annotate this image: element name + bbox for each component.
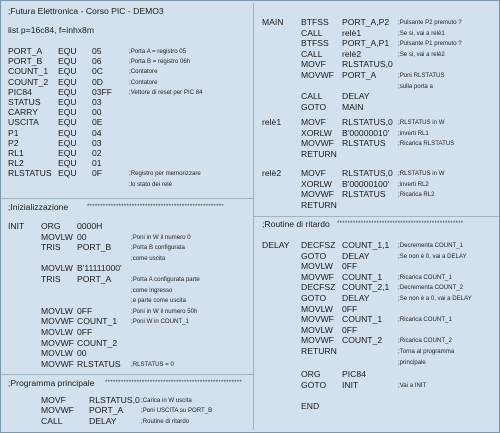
code-label: P1 — [8, 127, 19, 138]
code-label: MAIN — [262, 17, 284, 27]
code-arg: 03FF — [92, 86, 113, 97]
code-arg: 0FF — [77, 305, 93, 316]
code-comment: ;Poni in W il numero 50h — [131, 307, 198, 315]
code-arg: 04 — [92, 127, 102, 138]
list-directive: list p=16c84, f=inhx8m — [8, 25, 94, 35]
code-arg: COUNT_1 — [342, 314, 383, 325]
code-op: CALL — [301, 91, 323, 102]
code-arg: PORT_A — [342, 70, 377, 80]
left-column — [1, 1, 253, 432]
code-op: EQU — [58, 127, 77, 138]
code-arg: 05 — [92, 46, 102, 56]
code-comment: ;Contatore — [129, 78, 158, 86]
code-arg: 0D — [92, 76, 103, 87]
code-arg: RLSTATUS — [342, 189, 386, 200]
code-label: relè2 — [262, 168, 282, 178]
code-op: XORLW — [301, 178, 332, 189]
code-arg: 03 — [92, 137, 102, 148]
code-op: MOVWF — [301, 189, 334, 200]
code-comment: ;RLSTATUS in W — [398, 119, 445, 126]
code-op: MOVF — [41, 395, 66, 405]
code-op: CALL — [41, 415, 63, 426]
code-arg: COUNT_1 — [342, 271, 383, 282]
code-op: MOVLW — [41, 348, 73, 359]
code-op: EQU — [58, 168, 77, 179]
code-arg: PORT_A,P2 — [342, 17, 390, 27]
code-arg: B'11111000' — [77, 263, 122, 274]
code-arg: PORT_B — [77, 242, 112, 253]
code-op: DECFSZ — [301, 282, 336, 293]
code-label: RLSTATUS — [8, 168, 52, 179]
code-op: RETURN — [301, 199, 337, 210]
code-arg: 00 — [77, 348, 87, 359]
code-arg: INIT — [342, 379, 359, 390]
code-op: MOVWF — [41, 316, 74, 327]
code-arg: 01 — [92, 158, 102, 169]
code-comment: ;come ingresso — [131, 286, 173, 294]
code-comment: ;Poni RLSTATUS — [398, 72, 445, 79]
code-arg: 00 — [77, 231, 87, 242]
section-header-init: ;Inizializzazione — [8, 202, 69, 212]
code-op: MOVF — [301, 117, 326, 127]
code-label: INIT — [8, 221, 25, 231]
code-comment: ;Se si, vai a relè1 — [398, 29, 445, 37]
code-op: BTFSS — [301, 38, 329, 49]
code-comment: ;Ricarica RL2 — [398, 191, 435, 199]
code-arg: DELAY — [89, 415, 117, 426]
code-op: MOVWF — [41, 405, 74, 416]
code-label: relè1 — [262, 117, 282, 127]
code-op: EQU — [58, 97, 77, 107]
code-arg: PIC84 — [342, 369, 366, 379]
code-comment: ;Poni W in COUNT_1 — [131, 318, 189, 326]
code-op: MOVWF — [301, 138, 334, 149]
code-op: EQU — [58, 137, 77, 148]
code-comment: ;Decrementa COUNT_2 — [398, 284, 464, 292]
code-label: USCITA — [8, 117, 39, 128]
code-op: MOVLW — [41, 305, 73, 316]
code-arg: 02 — [92, 148, 102, 158]
section-header-prog: ;Programma principale — [8, 378, 95, 388]
code-op: ORG — [41, 221, 61, 231]
code-op: EQU — [58, 117, 77, 128]
code-arg: B'00000100' — [342, 178, 390, 189]
code-comment: ;RLSTATUS = 0 — [131, 360, 174, 368]
code-arg: 0000H — [77, 221, 103, 231]
code-arg: 00 — [92, 107, 102, 118]
right-column — [253, 1, 499, 432]
code-comment: ;Routine di ritardo — [141, 417, 190, 425]
code-arg: DELAY — [342, 91, 370, 102]
code-op: XORLW — [301, 127, 332, 138]
code-label: COUNT_1 — [8, 66, 49, 77]
code-arg: relè1 — [342, 27, 362, 38]
code-comment: ;e parte come uscita — [131, 297, 186, 305]
code-arg: DELAY — [342, 250, 370, 261]
code-arg: 06 — [92, 56, 102, 67]
code-op: BTFSS — [301, 17, 329, 27]
code-label: DELAY — [262, 240, 290, 250]
section-header-delay: ;Routine di ritardo — [262, 219, 330, 229]
code-arg: RLSTATUS,0 — [89, 395, 140, 405]
code-op: EQU — [58, 107, 77, 118]
code-comment: ;come uscita — [131, 254, 166, 262]
code-arg: RLSTATUS,0 — [342, 59, 393, 70]
code-op: END — [301, 401, 320, 412]
code-comment: ;Registro per memorizzare — [129, 170, 201, 178]
code-op: MOVLW — [301, 324, 333, 335]
code-op: EQU — [58, 66, 77, 77]
code-arg: 0FF — [77, 327, 93, 337]
code-arg: RLSTATUS — [77, 358, 121, 369]
code-comment: ;Ricarica RLSTATUS — [398, 140, 455, 148]
code-op: GOTO — [301, 250, 327, 261]
code-op: MOVWF — [301, 271, 334, 282]
code-comment: ;lo stato dei relè — [129, 180, 173, 188]
code-arg: COUNT_1 — [77, 316, 118, 327]
code-arg: MAIN — [342, 101, 364, 112]
code-op: GOTO — [301, 379, 327, 390]
document-title: ;Futura Elettronica - Corso PIC - DEMO3 — [8, 6, 164, 16]
code-comment: ;RLSTATUS in W — [398, 170, 445, 177]
section-rule-prog: **************************************************** — [105, 380, 243, 386]
code-op: MOVF — [301, 59, 326, 70]
code-op: MOVWF — [301, 335, 334, 346]
code-arg: 03 — [92, 97, 102, 107]
code-comment: ;Ricarica COUNT_2 — [398, 337, 452, 345]
code-arg: DELAY — [342, 293, 370, 303]
code-comment: ;Ricarica COUNT_1 — [398, 273, 452, 281]
code-op: GOTO — [301, 101, 327, 112]
code-comment: ;Ricarica COUNT_1 — [398, 316, 452, 324]
section-rule-delay: ************************************************ — [337, 221, 464, 227]
code-label: COUNT_2 — [8, 76, 49, 87]
code-op: DECFSZ — [301, 240, 336, 250]
code-op: TRIS — [41, 242, 61, 253]
code-arg: RLSTATUS — [342, 138, 386, 149]
code-comment: ;Carica in W uscita — [141, 397, 192, 404]
code-arg: PORT_A,P1 — [342, 38, 390, 49]
code-label: P2 — [8, 137, 19, 148]
code-op: MOVLW — [41, 327, 73, 337]
code-comment: ;Se si, vai a relè2 — [398, 50, 445, 58]
code-arg: 0F — [92, 168, 103, 179]
code-label: PORT_B — [8, 56, 43, 67]
code-label: RL1 — [8, 148, 24, 158]
code-comment: ;inverti RL2 — [398, 180, 429, 188]
code-arg: COUNT_2,1 — [342, 282, 390, 293]
code-comment: ;Vai a INIT — [398, 381, 427, 389]
code-arg: 0E — [92, 117, 103, 128]
code-arg: 0FF — [342, 261, 358, 272]
code-comment: ;Porta A = registro 05 — [129, 48, 187, 55]
code-comment: ;Porta B = registro 06h — [129, 58, 191, 66]
code-label: RL2 — [8, 158, 24, 169]
code-arg: B'00000010' — [342, 127, 390, 138]
code-op: MOVWF — [301, 314, 334, 325]
code-op: EQU — [58, 158, 77, 169]
code-arg: PORT_A — [89, 405, 124, 416]
code-comment: ;Pulsante P2 premuto ? — [398, 19, 462, 26]
code-comment: ;Vettore di reset per PIC 84 — [129, 88, 203, 96]
code-op: RETURN — [301, 148, 337, 159]
code-label: PIC84 — [8, 86, 32, 97]
code-comment: ;Poni in W il numero 0 — [131, 233, 191, 241]
code-comment: ;Poni USCITA su PORT_B — [141, 407, 213, 415]
code-comment: ;sulla porta a — [398, 82, 433, 90]
section-rule-init: **************************************************** — [87, 204, 225, 210]
code-op: MOVF — [301, 168, 326, 178]
code-comment: ;principale — [398, 358, 426, 366]
code-comment: ;Porta A configurata parte — [131, 276, 200, 283]
code-op: GOTO — [301, 293, 327, 303]
code-arg: COUNT_1,1 — [342, 240, 390, 250]
code-arg: RLSTATUS,0 — [342, 117, 393, 127]
code-op: ORG — [301, 369, 321, 379]
code-arg: RLSTATUS,0 — [342, 168, 393, 178]
code-comment: ;inverti RL1 — [398, 129, 429, 137]
code-label: PORT_A — [8, 46, 43, 56]
code-op: TRIS — [41, 274, 61, 284]
code-arg: 0FF — [342, 303, 358, 314]
code-comment: ;Torna al programma — [398, 348, 455, 355]
code-op: CALL — [301, 27, 323, 38]
code-op: EQU — [58, 56, 77, 67]
code-label: CARRY — [8, 107, 38, 118]
code-op: CALL — [301, 48, 323, 59]
code-arg: relè2 — [342, 48, 362, 59]
code-comment: ;Se non è a 0, vai a DELAY — [398, 295, 472, 302]
code-arg: COUNT_2 — [342, 335, 383, 346]
code-arg: 0C — [92, 66, 103, 77]
code-arg: PORT_A — [77, 274, 112, 284]
code-op: RETURN — [301, 346, 337, 356]
code-op: MOVWF — [41, 358, 74, 369]
code-arg: COUNT_2 — [77, 337, 118, 348]
code-label: STATUS — [8, 97, 41, 107]
code-op: EQU — [58, 86, 77, 97]
code-comment: ;Porta B configurata — [131, 244, 185, 252]
code-comment: ;Contatore — [129, 68, 158, 76]
code-op: MOVLW — [301, 261, 333, 272]
code-op: MOVLW — [301, 303, 333, 314]
code-op: EQU — [58, 76, 77, 87]
code-op: MOVLW — [41, 263, 73, 274]
code-op: MOVWF — [41, 337, 74, 348]
code-comment: ;Decrementa COUNT_1 — [398, 242, 464, 249]
code-op: MOVWF — [301, 70, 334, 80]
code-comment: ;Se non è 0, vai a DELAY — [398, 252, 467, 260]
code-comment: ;Pulsante P1 premuto ? — [398, 40, 462, 48]
code-op: EQU — [58, 148, 77, 158]
code-arg: 0FF — [342, 324, 358, 335]
code-op: MOVLW — [41, 231, 73, 242]
code-op: EQU — [58, 46, 77, 56]
